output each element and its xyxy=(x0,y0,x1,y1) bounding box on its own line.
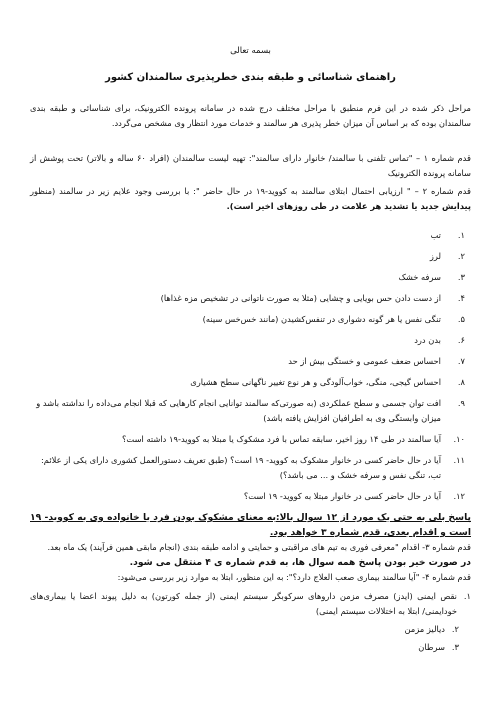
step-1: قدم شماره ۱ – "تماس تلفنی با سالمند/ خانوار دارای سالمند": تهیه لیست سالمندان (افراد ۶۰ ساله و بالاتر) تحت پوشش از سامانه پرونده الکترونیک xyxy=(30,153,472,178)
list-item: ۳. سرفه خشک xyxy=(398,272,465,282)
symptom-list xyxy=(30,228,471,504)
list-item: ۱. تب xyxy=(430,230,465,240)
list-item: ۲. دیالیز مزمن xyxy=(404,624,459,634)
list-item: ۹. افت توان جسمی و سطح عملکردی (به صورتی‌که سالمند توانایی انجام کارهایی که قبلا انجام می‌داده را نداشته باشد و میزان وابستگی وی به اطرافیان افزایش یافته باشد) xyxy=(36,398,465,423)
chronic-disease-list xyxy=(30,589,471,655)
answer-no-rule: در صورت خیر بودن پاسخ همه سوال ها، به قدم شماره ی ۴ منتقل می شود. xyxy=(129,557,471,568)
list-item: ۲. لرز xyxy=(429,251,465,261)
step-4: قدم شماره ۴- "آیا سالمند بیماری صعب العلاج دارد؟": به این منظور، ابتلا به موارد زیر بررسی می‌شود: xyxy=(117,572,471,582)
list-item: ۱. نقص ایمنی (ایدز) مصرف مزمن داروهای سرکوبگر سیستم ایمنی (از جمله کورتون) به دلیل پیوند اعضا یا بیماری‌های خودایمنی/ ابتلا به اختلالات سیستم ایمنی) xyxy=(30,591,471,616)
step-3: قدم شماره ۳- اقدام "معرفی فوری به تیم های مراقبتی و حمایتی و ادامه طبقه بندی (انجام مابقی همین فرآیند) یک ماه بعد. xyxy=(47,542,471,552)
list-item: ۵. تنگی نفس یا هر گونه دشواری در تنفس‌کشیدن (مانند خس‌خس سینه) xyxy=(202,314,465,324)
document-title: راهنمای شناسائی و طبقه بندی خطرپذیری سالمندان کشور xyxy=(105,72,396,83)
intro-paragraph: مراحل ذکر شده در این فرم منطبق با مراحل مختلف درج شده در سامانه پرونده الکترونیک، برای شناسائی و طبقه بندی سالمندان بوده که بر اساس آن میزان خطر پذیری هر سالمند و خدمات مورد انتظار وی مشخص می‌گردد. xyxy=(30,103,471,128)
step-2 xyxy=(30,184,471,214)
answer-yes-rule: پاسخ بلی به حتی یک مورد از ۱۲ سوال بالا:به معنای مشکوک بودن فرد یا خانواده وی به کووید- ۱۹ است و اقدام بعدی، قدم شماره ۳ خواهد بود. xyxy=(30,512,471,538)
list-item: ۱۱. آیا در حال حاضر کسی در خانوار مشکوک به کووید- ۱۹ است؟ (طبق تعریف دستورالعمل کشوری دارای یکی از علائم: تب، تنگی نفس و سرفه خشک و ... می باشد؟) xyxy=(41,455,465,480)
list-item: ۸. احساس گیجی، منگی، خواب‌آلودگی و هر نوع تغییر ناگهانی سطح هشیاری xyxy=(190,377,465,387)
basmala: بسمه تعالی xyxy=(230,46,271,56)
list-item: ۱۰. آیا سالمند در طی ۱۴ روز اخیر، سابقه تماس با فرد مشکوک یا مبتلا به کووید-۱۹ داشته است؟ xyxy=(122,434,465,444)
list-item: ۶. بدن درد xyxy=(414,335,465,345)
list-item: ۴. از دست دادن حس بویایی و چشایی (مثلا به صورت ناتوانی در تشخیص مزه غذاها) xyxy=(160,293,465,303)
list-item: ۷. احساس ضعف عمومی و خستگی بیش از حد xyxy=(288,356,465,366)
list-item: ۳. سرطان xyxy=(418,642,459,652)
step-2-emphasis: پیدایش جدید یا تشدید هر علامت در طی روزهای اخیر است). xyxy=(226,201,471,211)
list-item: ۱۲. آیا در حال حاضر کسی در خانوار مبتلا به کووید- ۱۹ است؟ xyxy=(243,491,465,501)
step-2-text: قدم شماره ۲ – " ارزیابی احتمال ابتلای سالمند به کووید-۱۹ در حال حاضر ": با بررسی وجود علایم زیر در سالمند (منظور xyxy=(30,186,471,196)
